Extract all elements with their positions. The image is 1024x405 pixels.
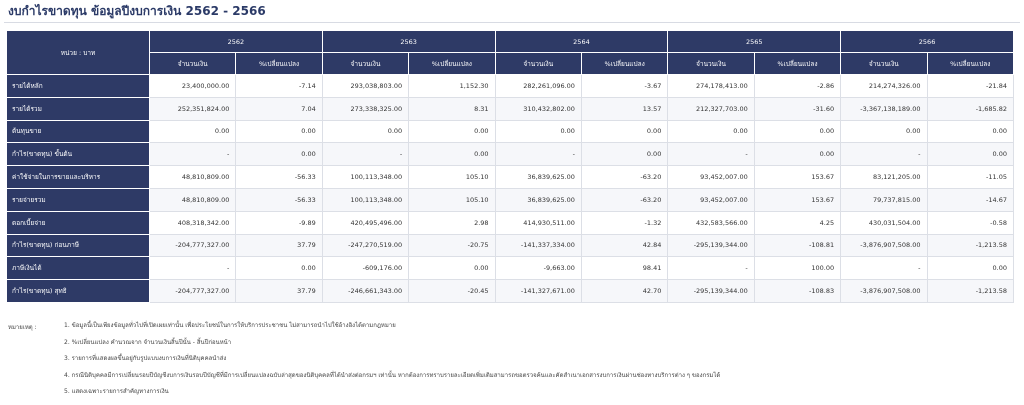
- notes-label: หมายเหตุ :: [8, 324, 37, 331]
- amount-cell: 36,839,625.00: [495, 188, 581, 211]
- note-item: 1. ข้อมูลนี้เป็นเพียงข้อมูลทั่วไปที่เปิดเผยเท่านั้น เพื่อประโยชน์ในการให้บริการประชาชน ไม่สามารถนำไปใช้อ้างอิงได้ตามกฎหมาย: [64, 322, 396, 329]
- amount-header: จำนวนเงิน: [668, 53, 754, 75]
- note-item: 4. กรณีนิติบุคคลมีการเปลี่ยนรอบปีบัญชีงบการเงินรอบปีบัญชีที่มีการเปลี่ยนแปลงฉบับล่าสุดของนิติบุคคลที่ได้นำส่งต่อกรมฯ เท่านั้น หากต้องการทราบรายละเอียดเพิ่มเติมสามารถขอตรวจค้นและคัดสำเนาเอกสารงบการเงินผ่านช่องทางบริการต่าง ๆ ของกรมได้: [64, 371, 721, 379]
- row-label: ดอกเบี้ยจ่าย: [7, 211, 150, 234]
- table-row: [7, 75, 1014, 98]
- amount-cell: -141,327,671.00: [495, 280, 581, 303]
- change-cell: 0.00: [236, 120, 322, 143]
- change-cell: 42.70: [581, 280, 667, 303]
- year-header: 2565: [668, 31, 841, 53]
- change-cell: -108.83: [754, 280, 840, 303]
- change-cell: 0.00: [754, 143, 840, 166]
- notes-list: [64, 322, 1004, 405]
- amount-cell: -: [322, 143, 408, 166]
- change-cell: 37.79: [236, 280, 322, 303]
- amount-cell: -9,663.00: [495, 257, 581, 280]
- amount-cell: -: [841, 143, 927, 166]
- change-cell: 13.57: [581, 97, 667, 120]
- amount-cell: 100,113,348.00: [322, 166, 408, 189]
- amount-header: จำนวนเงิน: [841, 53, 927, 75]
- change-cell: 7.04: [236, 97, 322, 120]
- amount-cell: -295,139,344.00: [668, 234, 754, 257]
- change-cell: -21.84: [927, 75, 1013, 98]
- change-cell: 8.31: [409, 97, 495, 120]
- change-header: %เปลี่ยนแปลง: [409, 53, 495, 75]
- change-cell: -31.60: [754, 97, 840, 120]
- title-divider: [4, 22, 1020, 23]
- amount-cell: 83,121,205.00: [841, 166, 927, 189]
- row-label: ต้นทุนขาย: [7, 120, 150, 143]
- change-cell: 0.00: [409, 143, 495, 166]
- change-cell: -14.67: [927, 188, 1013, 211]
- change-cell: -63.20: [581, 166, 667, 189]
- unit-header: หน่วย : บาท: [7, 31, 150, 75]
- note-item: 3. รายการที่แสดงผลขึ้นอยู่กับรูปแบบงบการเงินที่นิติบุคคลนำส่ง: [64, 355, 227, 362]
- change-cell: 37.79: [236, 234, 322, 257]
- table-row: [7, 188, 1014, 211]
- change-cell: -2.86: [754, 75, 840, 98]
- year-header: 2566: [841, 31, 1014, 53]
- table-row: [7, 280, 1014, 303]
- amount-cell: 430,031,504.00: [841, 211, 927, 234]
- change-cell: 105.10: [409, 188, 495, 211]
- change-cell: -63.20: [581, 188, 667, 211]
- change-cell: 105.10: [409, 166, 495, 189]
- table-row: [7, 211, 1014, 234]
- amount-cell: 408,318,342.00: [150, 211, 236, 234]
- amount-cell: -: [841, 257, 927, 280]
- change-cell: -11.05: [927, 166, 1013, 189]
- amount-cell: -: [495, 143, 581, 166]
- change-cell: -1.32: [581, 211, 667, 234]
- amount-cell: 0.00: [495, 120, 581, 143]
- change-cell: 0.00: [409, 120, 495, 143]
- amount-cell: 414,930,511.00: [495, 211, 581, 234]
- amount-cell: -3,367,138,189.00: [841, 97, 927, 120]
- amount-cell: 273,338,325.00: [322, 97, 408, 120]
- change-cell: -108.81: [754, 234, 840, 257]
- amount-cell: -141,337,334.00: [495, 234, 581, 257]
- change-cell: -7.14: [236, 75, 322, 98]
- amount-cell: 212,327,703.00: [668, 97, 754, 120]
- change-cell: -56.33: [236, 188, 322, 211]
- change-header: %เปลี่ยนแปลง: [236, 53, 322, 75]
- change-cell: -20.75: [409, 234, 495, 257]
- amount-cell: 214,274,326.00: [841, 75, 927, 98]
- change-cell: -1,213.58: [927, 234, 1013, 257]
- amount-cell: -: [150, 257, 236, 280]
- year-header: 2564: [495, 31, 668, 53]
- amount-cell: 432,583,566.00: [668, 211, 754, 234]
- amount-cell: -: [668, 143, 754, 166]
- amount-cell: 48,810,809.00: [150, 188, 236, 211]
- amount-cell: -204,777,327.00: [150, 234, 236, 257]
- row-label: รายจ่ายรวม: [7, 188, 150, 211]
- amount-cell: -295,139,344.00: [668, 280, 754, 303]
- amount-header: จำนวนเงิน: [150, 53, 236, 75]
- row-label: รายได้รวม: [7, 97, 150, 120]
- change-cell: 100.00: [754, 257, 840, 280]
- change-cell: 0.00: [581, 143, 667, 166]
- note-item: 2. %เปลี่ยนแปลง คำนวณจาก จำนวนเงินสิ้นปีนั้น - สิ้นปีก่อนหน้า: [64, 338, 232, 346]
- change-cell: 0.00: [581, 120, 667, 143]
- year-header: 2563: [322, 31, 495, 53]
- amount-cell: -3,876,907,508.00: [841, 234, 927, 257]
- amount-cell: 420,495,496.00: [322, 211, 408, 234]
- table-row: [7, 234, 1014, 257]
- row-label: กำไร(ขาดทุน) ก่อนภาษี: [7, 234, 150, 257]
- change-cell: 2.98: [409, 211, 495, 234]
- amount-cell: -204,777,327.00: [150, 280, 236, 303]
- change-cell: 0.00: [236, 257, 322, 280]
- amount-cell: -609,176.00: [322, 257, 408, 280]
- table-body: [7, 75, 1014, 303]
- amount-cell: 310,432,802.00: [495, 97, 581, 120]
- amount-cell: -: [668, 257, 754, 280]
- change-header: %เปลี่ยนแปลง: [581, 53, 667, 75]
- amount-cell: 0.00: [150, 120, 236, 143]
- change-cell: 0.00: [236, 143, 322, 166]
- amount-cell: 282,261,096.00: [495, 75, 581, 98]
- amount-cell: 252,351,824.00: [150, 97, 236, 120]
- change-cell: 0.00: [409, 257, 495, 280]
- table-row: [7, 97, 1014, 120]
- amount-cell: 0.00: [668, 120, 754, 143]
- change-cell: 1,152.30: [409, 75, 495, 98]
- change-cell: 4.25: [754, 211, 840, 234]
- change-header: %เปลี่ยนแปลง: [927, 53, 1013, 75]
- note-item: 5. แสดงเฉพาะรายการสำคัญทางการเงิน: [64, 388, 169, 395]
- amount-cell: 93,452,007.00: [668, 188, 754, 211]
- change-cell: -56.33: [236, 166, 322, 189]
- amount-cell: 274,178,413.00: [668, 75, 754, 98]
- financial-table: [6, 30, 1014, 303]
- year-header: 2562: [150, 31, 323, 53]
- change-cell: -1,213.58: [927, 280, 1013, 303]
- change-header: %เปลี่ยนแปลง: [754, 53, 840, 75]
- amount-cell: 0.00: [841, 120, 927, 143]
- row-label: ภาษีเงินได้: [7, 257, 150, 280]
- amount-cell: 79,737,815.00: [841, 188, 927, 211]
- table-row: [7, 120, 1014, 143]
- amount-header: จำนวนเงิน: [495, 53, 581, 75]
- change-cell: -20.45: [409, 280, 495, 303]
- change-cell: 0.00: [927, 143, 1013, 166]
- amount-cell: -: [150, 143, 236, 166]
- change-cell: 0.00: [754, 120, 840, 143]
- table-row: [7, 166, 1014, 189]
- amount-cell: 0.00: [322, 120, 408, 143]
- change-cell: 0.00: [927, 120, 1013, 143]
- row-label: รายได้หลัก: [7, 75, 150, 98]
- change-cell: -0.58: [927, 211, 1013, 234]
- change-cell: -3.67: [581, 75, 667, 98]
- amount-cell: -246,661,343.00: [322, 280, 408, 303]
- amount-cell: -247,270,519.00: [322, 234, 408, 257]
- amount-cell: 48,810,809.00: [150, 166, 236, 189]
- amount-cell: -3,876,907,508.00: [841, 280, 927, 303]
- change-cell: -1,685.82: [927, 97, 1013, 120]
- change-cell: 0.00: [927, 257, 1013, 280]
- amount-cell: 23,400,000.00: [150, 75, 236, 98]
- amount-cell: 100,113,348.00: [322, 188, 408, 211]
- row-label: กำไร(ขาดทุน) ขั้นต้น: [7, 143, 150, 166]
- row-label: กำไร(ขาดทุน) สุทธิ: [7, 280, 150, 303]
- amount-header: จำนวนเงิน: [322, 53, 408, 75]
- amount-cell: 36,839,625.00: [495, 166, 581, 189]
- amount-cell: 93,452,007.00: [668, 166, 754, 189]
- row-label: ค่าใช้จ่ายในการขายและบริหาร: [7, 166, 150, 189]
- change-cell: 153.67: [754, 166, 840, 189]
- table-row: [7, 143, 1014, 166]
- change-cell: 98.41: [581, 257, 667, 280]
- change-cell: 42.84: [581, 234, 667, 257]
- page-title: งบกำไรขาดทุน ข้อมูลปีงบการเงิน 2562 - 2566: [8, 4, 266, 18]
- amount-cell: 293,038,803.00: [322, 75, 408, 98]
- table-row: [7, 257, 1014, 280]
- change-cell: 153.67: [754, 188, 840, 211]
- change-cell: -9.89: [236, 211, 322, 234]
